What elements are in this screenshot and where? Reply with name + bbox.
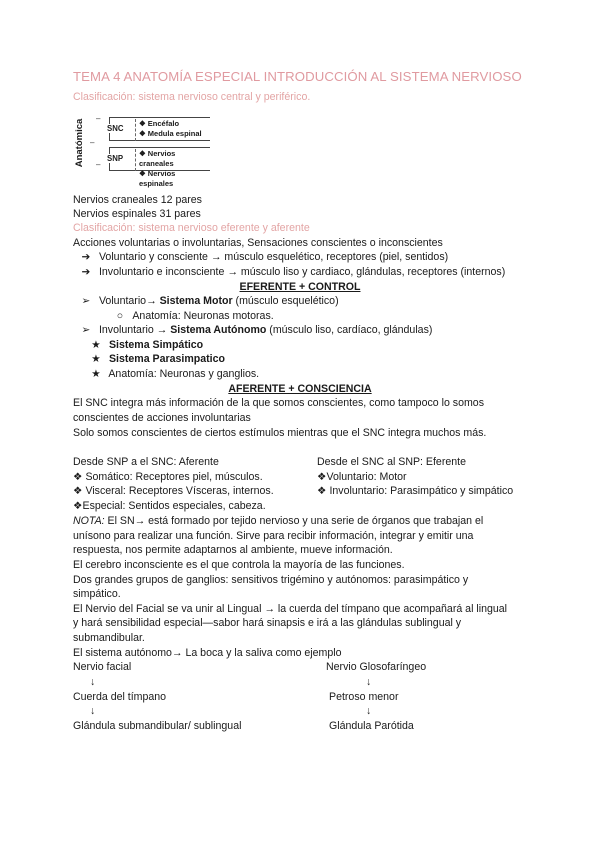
col-left-item: ❖Especial: Sentidos especiales, cabeza.	[73, 500, 266, 512]
involuntario-item	[76, 323, 432, 337]
col-right-item: ❖ Involuntario: Parasimpático y simpático	[317, 485, 514, 497]
snp-item: ❖ Nervios espinales	[139, 169, 176, 188]
arrow-bullet-icon: ➔	[81, 266, 91, 278]
arrow-item-text: Voluntario y consciente → músculo esquelético, receptores (piel, sentidos)	[98, 251, 449, 263]
triangle-bullet-icon: ➢	[81, 295, 91, 307]
anatomia-motor-item	[110, 309, 274, 323]
nota-line	[73, 514, 483, 528]
subtitle-classification-1: Clasificación: sistema nervioso central y periférico.	[73, 91, 311, 103]
subtitle-classification-2: Clasificación: sistema nervioso eferente y aferente	[73, 222, 310, 234]
col-right-heading: Desde el SNC al SNP: Eferente	[317, 456, 466, 468]
paragraph-line: simpático.	[73, 588, 121, 600]
paragraph-line: y hará sensibilidad especial—sabor hará sinapsis e irá a las glándulas sublingual y	[73, 617, 462, 629]
paragraph-line: unísono para realizar una función. Sirve para recibir información, integrar y emitir una	[73, 530, 474, 542]
col-right-item: ❖Voluntario: Motor	[317, 471, 407, 483]
voluntario-item	[76, 294, 339, 308]
voluntario-pre: Voluntario→	[98, 295, 160, 307]
col-left-item: ❖ Somático: Receptores piel, músculos.	[73, 471, 263, 483]
down-arrow-icon: ↓	[90, 676, 96, 688]
sistema-motor: Sistema Motor	[159, 295, 233, 307]
snp-items	[135, 149, 209, 188]
aferente-heading: AFERENTE + CONSCIENCIA	[228, 383, 372, 395]
flow-left-item: Glándula submandibular/ sublingual	[73, 720, 242, 732]
triangle-bullet-icon: ➢	[81, 324, 91, 336]
paragraph-line: respuesta, nos permite adaptarnos al ambiente, mueve información.	[73, 544, 393, 556]
anatomia-ganglios: Anatomía: Neuronas y ganglios.	[108, 368, 260, 380]
voluntario-post: (músculo esquelético)	[232, 295, 339, 307]
sistema-parasimpatico: Sistema Parasimpatico	[108, 353, 225, 365]
nota-label: NOTA:	[73, 515, 105, 527]
snp-abbr: SNP	[107, 154, 124, 163]
simpatico-item	[86, 338, 203, 352]
paragraph-line: conscientes de acciones involuntarias	[73, 412, 251, 424]
col-left-heading: Desde SNP a el SNC: Aferente	[73, 456, 219, 468]
snc-abbr: SNC	[107, 124, 124, 133]
paragraph-line: El Nervio del Facial se va unir al Lingual → la cuerda del tímpano que acompañará al lingual	[73, 603, 508, 615]
snc-items	[135, 119, 209, 141]
col-left-item: ❖ Visceral: Receptores Vísceras, internos.	[73, 485, 274, 497]
paragraph-line: submandibular.	[73, 632, 145, 644]
down-arrow-icon: ↓	[90, 705, 96, 717]
nota-text: El SN→ está formado por tejido nervioso y una serie de órganos que trabajan el	[104, 515, 484, 527]
sistema-autonomo: Sistema Autónomo	[170, 324, 267, 336]
star-bullet-icon: ★	[91, 368, 101, 380]
down-arrow-icon: ↓	[366, 705, 372, 717]
classification-diagram: Anatómica – – – SNC ❖ Encéfalo ❖ Medula espinal SNP ❖ Nervios craneales ❖ Nervios espinales	[72, 114, 217, 176]
paragraph-line: Solo somos conscientes de ciertos estímulos mientras que el SNC integra muchos más.	[73, 427, 487, 439]
sistema-simpatico: Sistema Simpático	[108, 339, 204, 351]
snp-box	[107, 147, 210, 188]
anatomia-ganglios-item	[86, 367, 259, 381]
flow-left-item: Nervio facial	[73, 661, 132, 673]
nervios-espinales: Nervios espinales 31 pares	[73, 208, 201, 220]
flow-right-item: Nervio Glosofaríngeo	[326, 661, 427, 673]
page-title: TEMA 4 ANATOMÍA ESPECIAL INTRODUCCIÓN AL SISTEMA NERVIOSO	[73, 69, 522, 84]
flow-left-item: Cuerda del tímpano	[73, 691, 167, 703]
snp-item: ❖ Nervios craneales	[139, 149, 176, 168]
arrow-item	[76, 265, 505, 279]
paragraph-line: El sistema autónomo→ La boca y la saliva como ejemplo	[73, 647, 342, 659]
arrow-item	[76, 250, 448, 264]
snc-item: ❖ Medula espinal	[139, 129, 202, 138]
snc-item: ❖ Encéfalo	[139, 119, 180, 128]
acciones-line: Acciones voluntarias o involuntarias, Sensaciones conscientes o inconscientes	[73, 237, 443, 249]
eferente-heading: EFERENTE + CONTROL	[239, 281, 361, 293]
circle-bullet-icon: ○	[116, 310, 124, 322]
star-bullet-icon: ★	[91, 353, 101, 365]
anatomia-motor: Anatomía: Neuronas motoras.	[132, 310, 274, 322]
paragraph-line: El cerebro inconsciente es el que controla la mayoría de las funciones.	[73, 559, 405, 571]
snc-box	[109, 117, 210, 141]
anatomica-label: Anatómica	[74, 118, 85, 168]
arrow-item-text: Involuntario e inconsciente → músculo liso y cardiaco, glándulas, receptores (internos)	[98, 266, 506, 278]
involuntario-post: (músculo liso, cardíaco, glándulas)	[266, 324, 433, 336]
parasimpatico-item	[86, 352, 225, 366]
paragraph-line: El SNC integra más información de la que somos conscientes, como tampoco lo somos	[73, 397, 484, 409]
flow-right-item: Glándula Parótida	[329, 720, 414, 732]
arrow-bullet-icon: ➔	[81, 251, 91, 263]
down-arrow-icon: ↓	[366, 676, 372, 688]
involuntario-pre: Involuntario →	[98, 324, 171, 336]
flow-right-item: Petroso menor	[329, 691, 399, 703]
star-bullet-icon: ★	[91, 339, 101, 351]
nervios-craneales: Nervios craneales 12 pares	[73, 194, 202, 206]
paragraph-line: Dos grandes grupos de ganglios: sensitivos trigémino y autónomos: parasimpático y	[73, 574, 469, 586]
